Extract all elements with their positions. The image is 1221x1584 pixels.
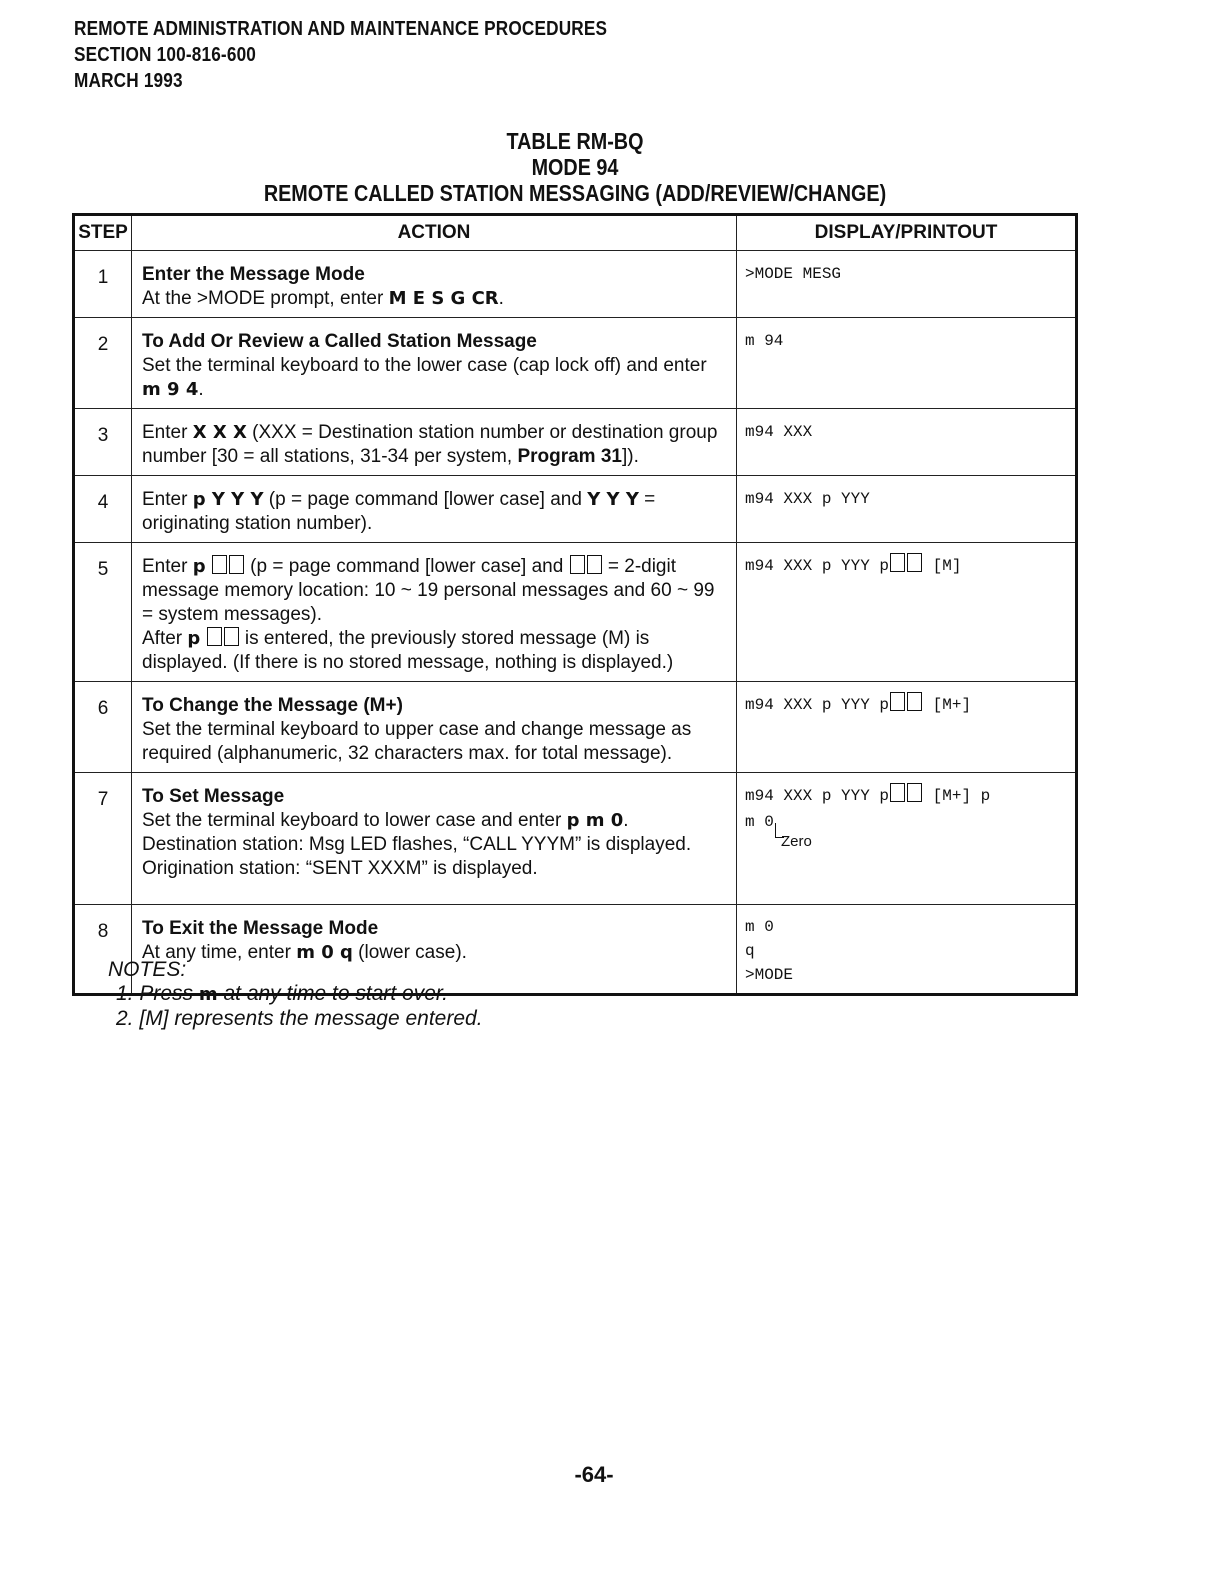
header-line-2: SECTION 100-816-600 bbox=[74, 44, 257, 66]
key-sequence: m bbox=[198, 984, 218, 1005]
page-number: -64- bbox=[574, 1462, 614, 1487]
action-cell bbox=[132, 476, 737, 543]
table-row bbox=[74, 318, 1077, 409]
program-reference: Program 31 bbox=[517, 446, 622, 467]
action-cell bbox=[132, 251, 737, 318]
table-header-row bbox=[74, 215, 1077, 251]
key-sequence: p bbox=[187, 628, 201, 649]
key-sequence: M E S G CR bbox=[388, 288, 499, 309]
display-cell: >MODE MESG bbox=[737, 251, 1077, 318]
action-cell bbox=[132, 543, 737, 682]
action-text: Destination station: Msg LED flashes, “CALL YYYM” is displayed. bbox=[142, 834, 692, 855]
notes-label: NOTES: bbox=[108, 958, 187, 981]
action-text: Set the terminal keyboard to the lower case (cap lock off) and enter m 9 4. bbox=[142, 355, 707, 400]
table-row bbox=[74, 543, 1077, 682]
action-heading: To Change the Message (M+) bbox=[142, 695, 403, 716]
digit-box-icon bbox=[229, 555, 244, 574]
table-title bbox=[0, 128, 1150, 206]
key-sequence: p m 0 bbox=[566, 810, 624, 831]
header-line-3: MARCH 1993 bbox=[74, 70, 183, 92]
table-row bbox=[74, 476, 1077, 543]
display-cell: m 0 q >MODE bbox=[737, 905, 1077, 995]
table-row bbox=[74, 773, 1077, 905]
step-number: 2 bbox=[74, 318, 132, 409]
digit-box-icon bbox=[587, 555, 602, 574]
action-text: Enter p Y Y Y (p = page command [lower case] and Y Y Y = originating station number). bbox=[142, 489, 656, 534]
document-header bbox=[74, 16, 607, 94]
table-row bbox=[74, 409, 1077, 476]
action-text: At any time, enter m 0 q (lower case). bbox=[142, 942, 467, 963]
action-cell bbox=[132, 773, 737, 905]
action-text: After p is entered, the previously stored message (M) is displayed. (If there is no stored message, nothing is displayed.) bbox=[142, 628, 674, 673]
header-display: DISPLAY/PRINTOUT bbox=[737, 215, 1077, 251]
display-cell: m94 XXX p YYY bbox=[737, 476, 1077, 543]
action-heading: To Exit the Message Mode bbox=[142, 918, 379, 939]
digit-box-icon bbox=[224, 627, 239, 646]
action-text: At the >MODE prompt, enter M E S G CR. bbox=[142, 288, 504, 309]
display-cell: m94 XXX p YYY p [M] bbox=[737, 543, 1077, 682]
note-item: 2. [M] represents the message entered. bbox=[116, 1007, 483, 1030]
key-sequence: m 0 q bbox=[296, 942, 353, 963]
key-sequence: Y Y Y bbox=[587, 489, 639, 510]
action-text: Set the terminal keyboard to lower case and enter p m 0. bbox=[142, 810, 629, 831]
digit-box-icon bbox=[907, 692, 922, 711]
digit-box-icon bbox=[207, 627, 222, 646]
step-number: 1 bbox=[74, 251, 132, 318]
key-sequence: p Y Y Y bbox=[192, 489, 264, 510]
key-sequence: p bbox=[192, 556, 206, 577]
step-number: 4 bbox=[74, 476, 132, 543]
digit-box-icon bbox=[890, 783, 905, 802]
action-text: Origination station: “SENT XXXM” is displayed. bbox=[142, 858, 538, 879]
display-cell: m94 XXX p YYY p [M+] bbox=[737, 682, 1077, 773]
zero-callout: m 0 Zero bbox=[745, 809, 774, 835]
header-line-1: REMOTE ADMINISTRATION AND MAINTENANCE PROCEDURES bbox=[74, 18, 608, 40]
key-sequence: X X X bbox=[192, 422, 247, 443]
notes-section bbox=[108, 958, 483, 1031]
action-text: Enter X X X (XXX = Destination station number or destination group number [30 = all stations, 31-34 per system, Program 31]). bbox=[142, 422, 718, 467]
display-cell: m94 XXX bbox=[737, 409, 1077, 476]
table-row bbox=[74, 251, 1077, 318]
digit-box-icon bbox=[212, 555, 227, 574]
action-text: Set the terminal keyboard to upper case and change message as required (alphanumeric, 32 characters max. for total message). bbox=[142, 719, 692, 764]
action-cell bbox=[132, 682, 737, 773]
digit-box-icon bbox=[907, 783, 922, 802]
step-number: 6 bbox=[74, 682, 132, 773]
note-item: 1. Press m at any time to start over. bbox=[116, 982, 448, 1005]
title-line-3: REMOTE CALLED STATION MESSAGING (ADD/REVIEW/CHANGE) bbox=[263, 180, 887, 206]
display-cell: m 94 bbox=[737, 318, 1077, 409]
step-number: 8 bbox=[74, 905, 132, 995]
title-line-2: MODE 94 bbox=[531, 154, 619, 180]
action-cell bbox=[132, 318, 737, 409]
step-number: 3 bbox=[74, 409, 132, 476]
procedure-table bbox=[72, 213, 1078, 996]
action-cell bbox=[132, 409, 737, 476]
action-heading: To Add Or Review a Called Station Message bbox=[142, 331, 537, 352]
digit-box-icon bbox=[890, 692, 905, 711]
zero-label: Zero bbox=[781, 833, 812, 850]
step-number: 5 bbox=[74, 543, 132, 682]
digit-box-icon bbox=[907, 553, 922, 572]
key-sequence: m 9 4 bbox=[142, 379, 199, 400]
action-text: Enter p (p = page command [lower case] and = 2-digit message memory location: 10 ~ 19 personal messages and 60 ~ 99 = system messages). bbox=[142, 556, 715, 625]
table-row bbox=[74, 682, 1077, 773]
header-action: ACTION bbox=[132, 215, 737, 251]
action-heading: Enter the Message Mode bbox=[142, 264, 365, 285]
display-cell: m94 XXX p YYY p [M+] p m 0 Zero bbox=[737, 773, 1077, 905]
digit-box-icon bbox=[570, 555, 585, 574]
digit-box-icon bbox=[890, 553, 905, 572]
step-number: 7 bbox=[74, 773, 132, 905]
header-step: STEP bbox=[74, 215, 132, 251]
title-line-1: TABLE RM-BQ bbox=[506, 128, 644, 154]
action-heading: To Set Message bbox=[142, 786, 285, 807]
